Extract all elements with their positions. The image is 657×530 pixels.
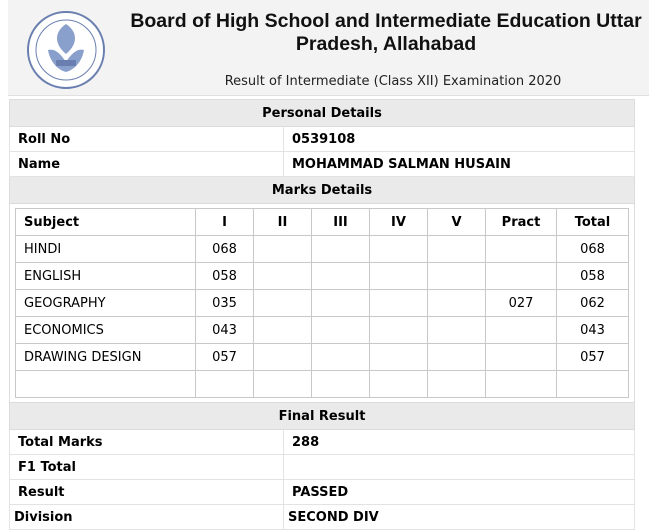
total-marks-label: Total Marks bbox=[10, 430, 284, 455]
mark-cell bbox=[312, 317, 370, 344]
mark-cell bbox=[254, 371, 312, 398]
header-banner bbox=[8, 0, 649, 96]
mark-cell: 057 bbox=[196, 344, 254, 371]
personal-details-table bbox=[9, 99, 635, 530]
mark-cell bbox=[254, 290, 312, 317]
mark-cell bbox=[428, 371, 486, 398]
mark-cell bbox=[428, 344, 486, 371]
mark-cell bbox=[428, 317, 486, 344]
table-row bbox=[16, 263, 629, 290]
mark-cell bbox=[254, 236, 312, 263]
table-row bbox=[16, 236, 629, 263]
col-iii: III bbox=[312, 209, 370, 236]
mark-cell: 035 bbox=[196, 290, 254, 317]
col-pract: Pract bbox=[486, 209, 557, 236]
subject-cell: HINDI bbox=[16, 236, 196, 263]
table-row bbox=[16, 290, 629, 317]
mark-cell bbox=[428, 290, 486, 317]
board-name: Board of High School and Intermediate Education Uttar Pradesh, Allahabad bbox=[130, 10, 642, 55]
mark-cell bbox=[312, 236, 370, 263]
division-value: SECOND DIV bbox=[284, 505, 635, 530]
f1-total-value bbox=[284, 455, 635, 480]
up-board-emblem-icon bbox=[26, 10, 106, 90]
mark-cell bbox=[370, 317, 428, 344]
roll-no-value: 0539108 bbox=[284, 127, 635, 152]
personal-details-heading: Personal Details bbox=[10, 100, 635, 127]
mark-cell: 058 bbox=[196, 263, 254, 290]
mark-cell bbox=[370, 344, 428, 371]
result-label: Result bbox=[10, 480, 284, 505]
mark-cell bbox=[312, 344, 370, 371]
subject-cell: ECONOMICS bbox=[16, 317, 196, 344]
mark-cell bbox=[312, 263, 370, 290]
pract-cell bbox=[486, 371, 557, 398]
total-cell: 043 bbox=[557, 317, 629, 344]
marks-details-heading: Marks Details bbox=[10, 177, 635, 204]
mark-cell bbox=[254, 317, 312, 344]
subject-cell: ENGLISH bbox=[16, 263, 196, 290]
col-i: I bbox=[196, 209, 254, 236]
total-cell: 058 bbox=[557, 263, 629, 290]
total-cell: 057 bbox=[557, 344, 629, 371]
mark-cell: 068 bbox=[196, 236, 254, 263]
mark-cell bbox=[370, 263, 428, 290]
mark-cell bbox=[254, 344, 312, 371]
mark-cell bbox=[196, 371, 254, 398]
total-marks-value: 288 bbox=[284, 430, 635, 455]
mark-cell bbox=[312, 290, 370, 317]
roll-no-label: Roll No bbox=[10, 127, 284, 152]
col-ii: II bbox=[254, 209, 312, 236]
name-label: Name bbox=[10, 152, 284, 177]
subject-cell: DRAWING DESIGN bbox=[16, 344, 196, 371]
mark-cell bbox=[370, 371, 428, 398]
col-total: Total bbox=[557, 209, 629, 236]
col-v: V bbox=[428, 209, 486, 236]
final-result-heading: Final Result bbox=[10, 403, 635, 430]
mark-cell bbox=[428, 236, 486, 263]
table-row bbox=[16, 317, 629, 344]
mark-cell: 043 bbox=[196, 317, 254, 344]
name-value: MOHAMMAD SALMAN HUSAIN bbox=[284, 152, 635, 177]
mark-cell bbox=[254, 263, 312, 290]
f1-total-label: F1 Total bbox=[10, 455, 284, 480]
col-iv: IV bbox=[370, 209, 428, 236]
marks-header-row bbox=[16, 209, 629, 236]
total-cell: 068 bbox=[557, 236, 629, 263]
total-cell bbox=[557, 371, 629, 398]
subject-cell bbox=[16, 371, 196, 398]
total-cell: 062 bbox=[557, 290, 629, 317]
col-subject: Subject bbox=[16, 209, 196, 236]
mark-cell bbox=[370, 290, 428, 317]
mark-cell bbox=[312, 371, 370, 398]
table-row bbox=[16, 344, 629, 371]
marks-table bbox=[15, 208, 629, 398]
pract-cell bbox=[486, 263, 557, 290]
pract-cell: 027 bbox=[486, 290, 557, 317]
table-row-empty bbox=[16, 371, 629, 398]
result-value: PASSED bbox=[284, 480, 635, 505]
mark-cell bbox=[428, 263, 486, 290]
result-container bbox=[9, 99, 633, 530]
exam-title: Result of Intermediate (Class XII) Examination 2020 bbox=[224, 74, 562, 89]
pract-cell bbox=[486, 236, 557, 263]
division-label: Division bbox=[10, 505, 284, 530]
mark-cell bbox=[370, 236, 428, 263]
pract-cell bbox=[486, 344, 557, 371]
pract-cell bbox=[486, 317, 557, 344]
subject-cell: GEOGRAPHY bbox=[16, 290, 196, 317]
